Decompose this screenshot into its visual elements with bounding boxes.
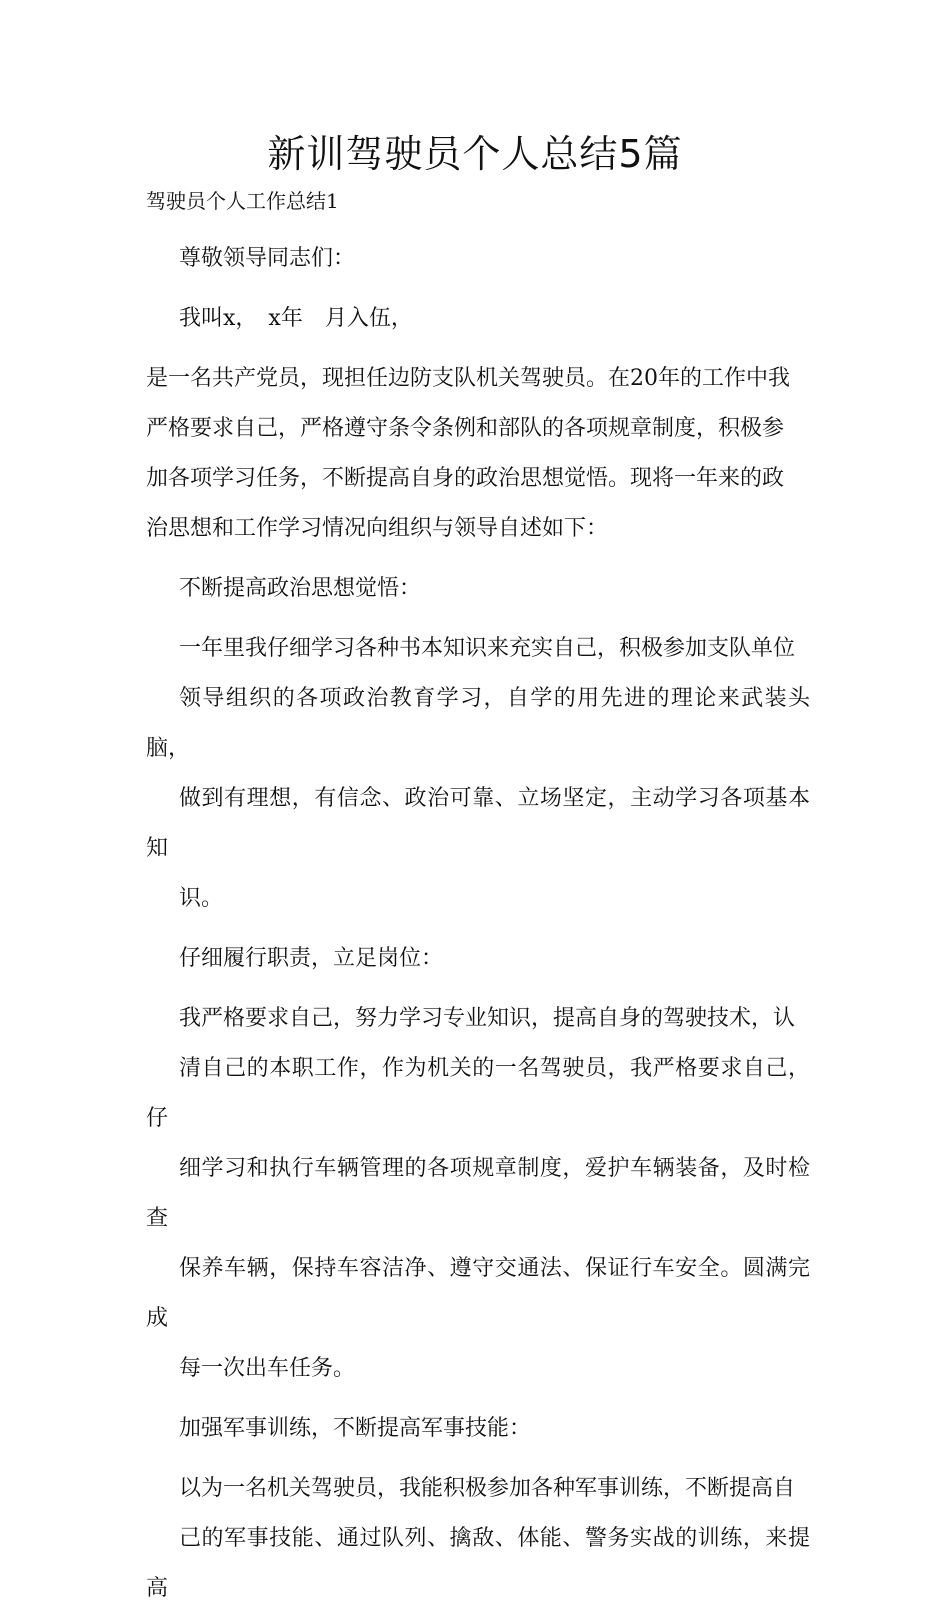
document-subtitle: 驾驶员个人工作总结1 — [146, 189, 339, 213]
text-line: 我叫x， x年 月入伍， — [179, 306, 413, 331]
paragraph-duty — [146, 994, 810, 1394]
text-line: 加各项学习任务，不断提高自身的政治思想觉悟。现将一年来的政 — [146, 466, 785, 491]
paragraph-training — [146, 1464, 810, 1614]
text-line: 每一次出车任务。 — [179, 1356, 356, 1381]
text-line: 是一名共产党员，现担任边防支队机关驾驶员。在20年的工作中我 — [146, 366, 790, 391]
text-line: 保养车辆，保持车容洁净、遵守交通法、保证行车安全。圆满完成 — [146, 1256, 810, 1331]
paragraph-background — [146, 354, 810, 554]
text-line: 仔细履行职责，立足岗位： — [179, 946, 444, 971]
text-line: 治思想和工作学习情况向组织与领导自述如下： — [146, 516, 609, 541]
text-line: 清自己的本职工作，作为机关的一名驾驶员，我严格要求自己，仔 — [146, 1056, 810, 1131]
section-heading-training — [146, 1404, 810, 1454]
paragraph-intro — [146, 294, 810, 344]
text-line: 领导组织的各项政治教育学习，自学的用先进的理论来武装头脑， — [146, 686, 810, 761]
text-line: 识。 — [179, 886, 224, 911]
document-title: 新训驾驶员个人总结5篇 — [267, 132, 683, 176]
text-line: 加强军事训练，不断提高军事技能： — [179, 1416, 532, 1441]
text-line: 以为一名机关驾驶员，我能积极参加各种军事训练，不断提高自 — [179, 1476, 796, 1501]
section-heading-politics — [146, 564, 810, 614]
text-line: 尊敬领导同志们： — [179, 246, 356, 271]
text-line: 细学习和执行车辆管理的各项规章制度，爱护车辆装备，及时检查 — [146, 1156, 810, 1231]
paragraph-politics — [146, 624, 810, 924]
text-line: 己的军事技能、通过队列、擒敌、体能、警务实战的训练，来提高 — [146, 1526, 810, 1601]
paragraph-salutation — [146, 234, 810, 284]
text-line: 严格要求自己，严格遵守条令条例和部队的各项规章制度，积极参 — [146, 416, 785, 441]
text-line: 我严格要求自己，努力学习专业知识，提高自身的驾驶技术，认 — [179, 1006, 796, 1031]
document-body — [146, 234, 810, 1624]
section-heading-duty — [146, 934, 810, 984]
text-line: 不断提高政治思想觉悟： — [179, 576, 422, 601]
text-line: 做到有理想，有信念、政治可靠、立场坚定，主动学习各项基本知 — [146, 786, 810, 861]
text-line: 一年里我仔细学习各种书本知识来充实自己，积极参加支队单位 — [179, 636, 796, 661]
